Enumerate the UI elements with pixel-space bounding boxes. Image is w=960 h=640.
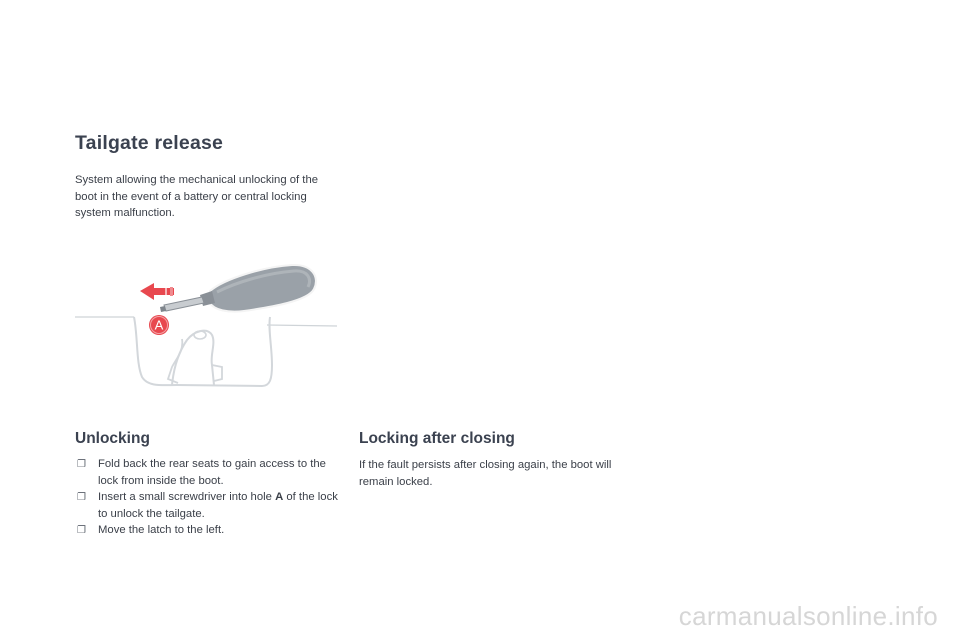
page-title: Tailgate release bbox=[75, 132, 224, 154]
checkbox-icon: ❐ bbox=[77, 459, 86, 470]
list-item: ❐ Insert a small screwdriver into hole A of the lock to unlock the tailgate. bbox=[77, 491, 338, 520]
tailgate-lock-illustration bbox=[72, 255, 342, 395]
direction-arrow bbox=[140, 283, 174, 300]
locking-paragraph: If the fault persists after closing again, the boot will remain locked. bbox=[359, 459, 612, 488]
callout-label: A bbox=[154, 317, 164, 333]
list-item: ❐ Move the latch to the left. bbox=[75, 522, 345, 539]
unlocking-steps bbox=[75, 456, 345, 539]
hole-a-callout bbox=[149, 315, 169, 335]
unlocking-heading: Unlocking bbox=[75, 430, 150, 447]
watermark: carmanualsonline.info bbox=[678, 601, 938, 631]
checkbox-icon: ❐ bbox=[77, 492, 86, 503]
hole-a-label: A bbox=[275, 491, 284, 503]
locking-heading: Locking after closing bbox=[359, 430, 515, 447]
checkbox-icon: ❐ bbox=[77, 525, 86, 536]
list-item: ❐ Fold back the rear seats to gain access to the lock from inside the boot. bbox=[77, 458, 326, 487]
intro-paragraph: System allowing the mechanical unlocking of the boot in the event of a battery or central locking system malfunction. bbox=[75, 174, 319, 219]
